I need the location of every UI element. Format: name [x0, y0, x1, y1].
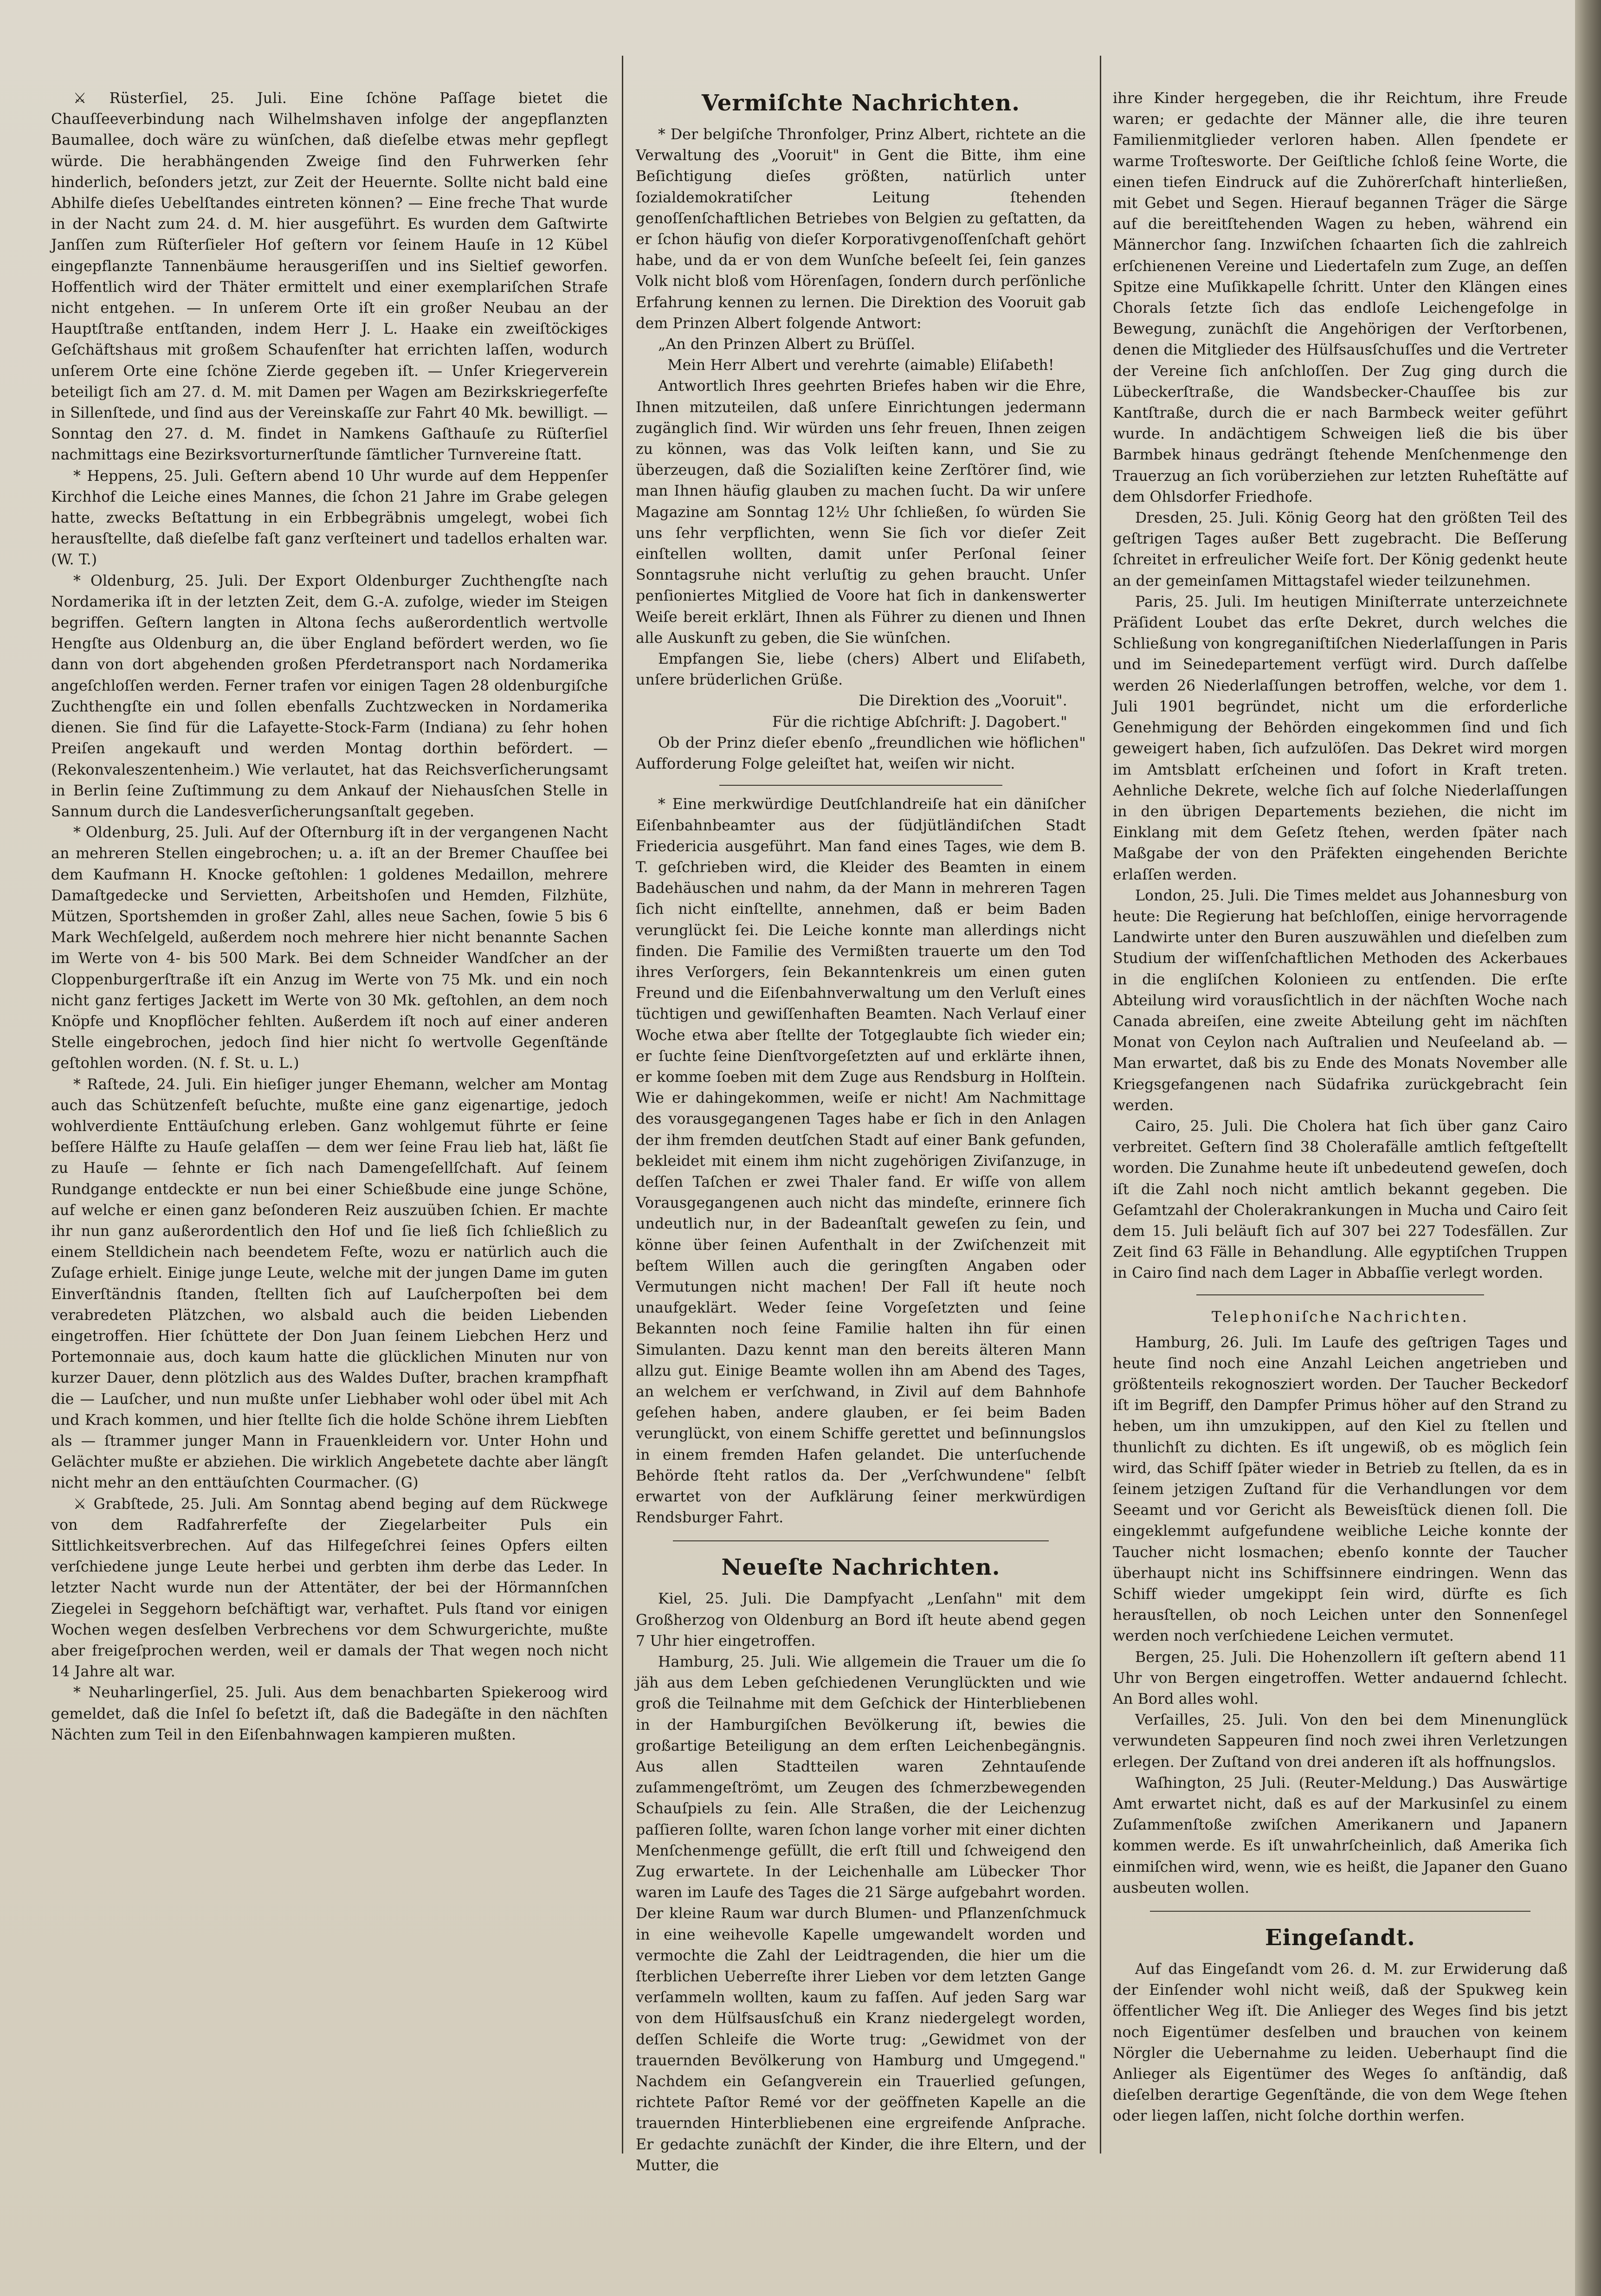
section-heading-eingesandt: Eingeſandt. [1265, 1925, 1415, 1951]
article-eingesandt: Auf das Eingeſandt vom 26. d. M. zur Erwiderung daß der Einſender wohl nicht weiß, daß der Spukweg kein öffentlicher Weg iſt. Die Anlieger des Weges ſind bis jetzt noch Eigentümer desſelben und brauchen von keinem Nörgler die Uebernahme zu leiden. Ueberhaupt ſind die Anlieger als Eigentümer des Weges ſo anſtändig, daß dieſelben derartige Gegenſtände, die von dem Wege ſtehen oder liegen laſſen, nicht ſolche dorthin werfen. [1113, 1961, 1568, 2125]
article-versailles: Verſailles, 25. Juli. Von den bei dem Minenunglück verwundeten Sappeuren ſind noch zwei ihren Verletzungen erlegen. Der Zuſtand von drei anderen iſt als hoffnungslos. [1113, 1712, 1568, 1771]
letter-salutation: Mein Herr Albert und verehrte (aimable) Eliſabeth! [667, 357, 1054, 374]
letter-copy-note: Für die richtige Abſchrift: J. Dagobert." [772, 713, 1067, 731]
article-hamburg-funeral: Hamburg, 25. Juli. Wie allgemein die Trauer um die ſo jäh aus dem Leben geſchiedenen Verunglückten und wie groß die Teilnahme mit dem Geſchick der Hinterbliebenen in der Hamburgiſchen Bevölkerung iſt, bewies die großartige Beteiligung an dem erſten Leichenbegängnis. Aus allen Stadtteilen waren Zehntauſende zuſammengeſtrömt, um Zeugen des ſchmerzbewegenden Schauſpiels zu ſein. Alle Straßen, die der Leichenzug paſſieren ſollte, waren ſchon lange vorher mit einer dichten Menſchenmenge gefüllt, die erſt ſtill und ſchweigend den Zug erwartete. In der Leichenhalle am Lübecker Thor waren im Laufe des Tages die 21 Särge aufgebahrt worden. Der kleine Raum war durch Blumen- und Pflanzenſchmuck in eine weihevolle Kapelle umgewandelt worden und vermochte die Zahl der Leidtragenden, die hier um die ſterblichen Ueberreſte ihrer Lieben vor dem letzten Gange verſammeln wollten, kaum zu faſſen. Auf jeden Sarg war von dem Hülfsausſchuß ein Kranz niedergelegt worden, deſſen Schleife die Worte trug: „Gewidmet von der trauernden Bevölkerung von Hamburg und Umgegend." Nachdem ein Geſangverein ein Trauerlied geſungen, richtete Paſtor Remé vor der geöffneten Kapelle an die trauernden Hinterbliebenen eine ergreifende Anſprache. Er gedachte zunächſt der Kinder, die ihre Eltern, und der Mutter, die [636, 1654, 1086, 2174]
letter-closing: Empfangen Sie, liebe (chers) Albert und Eliſabeth, unſere brüderlichen Grüße. [636, 651, 1086, 689]
letter-signature: Die Direktion des „Vooruit". [859, 692, 1067, 710]
column-rule [622, 56, 623, 2154]
divider [719, 785, 1002, 786]
article-oldenburg-export: * Oldenburg, 25. Juli. Der Export Oldenburger Zuchthengſte nach Nordamerika iſt in der letzten Zeit, dem G.-A. zufolge, wieder im Steigen begriffen. Geſtern langten in Altona ſechs außerordentlich wertvolle Hengſte aus Oldenburg an, die über England befördert werden, wo ſie dann von dort abgehenden großen Pferdetransport nach Nordamerika angeſchloſſen werden. Ferner trafen vor einigen Tagen 28 oldenburgiſche Zuchthengſte ein und ſollen ebenfalls Zuchtzwecken in Nordamerika dienen. Sie ſind für die Lafayette-Stock-Farm (Indiana) zu ſehr hohen Preiſen angekauft und werden Montag dorthin befördert. — (Rekonvaleszentenheim.) Wie verlautet, hat das Reichsverſicherungsamt in Berlin ſeine Zuſtimmung zu dem Ankauf der Niehausſchen Stelle in Sannum durch die Landesverſicherungsanſtalt gegeben. [51, 572, 608, 820]
column-3 [1113, 88, 1568, 2127]
article-heppens: * Heppens, 25. Juli. Geſtern abend 10 Uhr wurde auf dem Heppenſer Kirchhof die Leiche eines Mannes, die ſchon 21 Jahre im Grabe gelegen hatte, zwecks Beſtattung in ein Erbbegräbnis umgelegt, wobei ſich herausſtellte, daß dieſelbe faſt ganz verſteinert und tadellos erhalten war. (W. T.) [51, 467, 608, 569]
article-hamburg-telephone: Hamburg, 26. Juli. Im Laufe des geſtrigen Tages und heute ſind noch eine Anzahl Leichen angetrieben und größtenteils rekognosziert worden. Der Taucher Beckedorf iſt im Begriff, den Dampfer Primus höher auf den Strand zu heben, um ihn umzukippen, auf den Kiel zu ſtellen und thunlichſt zu dichten. Es iſt ungewiß, ob es möglich ſein wird, das Schiff ſpäter wieder in Betrieb zu ſtellen, da es in ſeinem jetzigen Zuſtand für die Verhandlungen vor dem Seeamt und vor Gericht als Beweisſtück dienen ſoll. Die eingeklemmt aufgefundene weibliche Leiche konnte der Taucher nicht losmachen; ebenſo konnte der Taucher überhaupt nicht ins Schiffsinnere eindringen. Wenn das Schiff wieder umgekippt ſein wird, dürfte es ſich herausſtellen, ob noch Leichen unter den Sonnenſegel werden noch verſchiedene Leichen vermutet. [1113, 1334, 1568, 1645]
article-washington: Waſhington, 25 Juli. (Reuter-Meldung.) Das Auswärtige Amt erwartet nicht, daß es auf der Markusinſel zu einem Zuſammenſtoße zwiſchen Amerikanern und Japanern kommen werde. Es iſt unwahrſcheinlich, daß Amerika ſich einmiſchen wird, wenn, wie es heißt, die Japaner den Guano ausbeuten wollen. [1113, 1774, 1568, 1896]
article-ruestersiel: ⚔ Rüsterſiel, 25. Juli. Eine ſchöne Paſſage bietet die Chauſſeeverbindung nach Wilhelmshaven infolge der angepflanzten Baumallee, doch wäre zu wünſchen, daß dieſelbe etwas mehr gepflegt würde. Die herabhängenden Zweige ſind den Fuhrwerken ſehr hinderlich, beſonders jetzt, zur Zeit der Heuernte. Sollte nicht bald eine Abhilfe dieſes Uebelſtandes eintreten können? — Eine freche That wurde in der Nacht zum 24. d. M. hier ausgeführt. Es wurden dem Gaſtwirte Janſſen zum Rüſterſieler Hof geſtern vor ſeinem Hauſe in 12 Kübel eingepflanzte Tannenbäume herausgeriſſen und ins Sieltief geworfen. Hoffentlich wird der Thäter ermittelt und einer exemplariſchen Strafe nicht entgehen. — In unſerem Orte iſt ein großer Neubau an der Hauptſtraße entſtanden, indem Herr J. L. Haake ein zweiſtöckiges Geſchäftshaus mit großem Schaufenſter hat errichten laſſen, wodurch unſerem Orte eine ſchöne Zierde gegeben iſt. — Unſer Kriegerverein beteiligt ſich am 27. d. M. mit Damen per Wagen am Bezirkskriegerfeſte in Sillenſtede, und ſind aus der Vereinskaſſe zur Fahrt 40 Mk. bewilligt. — Sonntag den 27. d. M. findet in Namkens Gaſthauſe zu Rüſterſiel nachmittags eine Bezirksvorturnerſtunde ſämtlicher Turnvereine ſtatt. [51, 90, 608, 464]
article-belgian-prince: * Der belgiſche Thronfolger, Prinz Albert, richtete an die Verwaltung des „Vooruit" in Gent die Bitte, ihm eine Beſichtigung dieſes größten, natürlich unter ſozialdemokratiſcher Leitung ſtehenden genoſſenſchaftlichen Betriebes von Belgien zu geſtatten, da er ſchon häufig von dieſer Korporativgenoſſenſchaft gehört habe, und da er von dem Wunſche beſeelt ſei, ſein ganzes Volk nicht bloß vom Hörenſagen, ſondern durch perſönliche Erfahrung kennen zu lernen. Die Direktion des Vooruit gab dem Prinzen Albert folgende Antwort: [636, 126, 1086, 332]
article-prince-comment: Ob der Prinz dieſer ebenſo „freundlichen wie höflichen" Aufforderung Folge geleiſtet hat, weiſen wir nicht. [636, 734, 1086, 773]
column-2 [636, 88, 1086, 2176]
page-edge [1575, 0, 1601, 2296]
article-paris: Paris, 25. Juli. Im heutigen Miniſterrate unterzeichnete Präſident Loubet das erſte Dekret, durch welches die Schließung von kongreganiſtiſchen Niederlaſſungen in Paris und im Seinedepartement verfügt wird. Durch daſſelbe werden 26 Niederlaſſungen betroffen, welche, vor dem 1. Juli 1901 begründet, nicht um die erforderliche Genehmigung der Behörden eingekommen ſind und ſich geweigert haben, ſich aufzulöſen. Das Dekret wird morgen im Amtsblatt erſcheinen und ſofort in Kraft treten. Aehnliche Dekrete, welche ſich auf ſolche Niederlaſſungen in den übrigen Departements beziehen, die nicht im Einklang mit dem Geſetz ſtehen, werden ſpäter nach Maßgabe der von den Präfekten eingehenden Berichte erlaſſen werden. [1113, 593, 1568, 883]
divider [673, 1540, 1049, 1541]
letter-address: „An den Prinzen Albert zu Brüſſel. [658, 336, 916, 353]
article-grabstede: ⚔ Grabſtede, 25. Juli. Am Sonntag abend beging auf dem Rückwege von dem Radfahrerfeſte der Ziegelarbeiter Puls ein Sittlichkeitsverbrechen. Auf das Hilfegeſchrei ſeines Opfers eilten verſchiedene junge Leute herbei und gerbten ihm derbe das Leder. In letzter Nacht wurde nun der Attentäter, der bei der Hörmannſchen Ziegelei in Seggehorn beſchäftigt war, verhaftet. Puls ſtand vor einigen Wochen wegen desſelben Verbrechens vor dem Schwurgerichte, mußte aber freigeſprochen werden, weil er damals der That wegen noch nicht 14 Jahre alt war. [51, 1495, 608, 1681]
article-dresden: Dresden, 25. Juli. König Georg hat den größten Teil des geſtrigen Tages außer Bett zugebracht. Die Beſſerung ſchreitet in erfreulicher Weiſe fort. Der König gedenkt heute an der gemeinſamen Mittagstafel wieder teilzunehmen. [1113, 510, 1568, 589]
article-oldenburg-theft: * Oldenburg, 25. Juli. Auf der Oſternburg iſt in der vergangenen Nacht an mehreren Stellen eingebrochen; u. a. iſt an der Bremer Chauſſee bei dem Kaufmann H. Knocke geſtohlen: 1 goldenes Medaillon, mehrere Damaſtgedecke und Servietten, Arbeitshoſen und Hemden, Filzhüte, Mützen, Sportshemden in großer Zahl, alles neue Sachen, ſowie 5 bis 6 Mark Wechſelgeld, außerdem noch mehrere hier nicht benannte Sachen im Werte von 4- bis 500 Mark. Bei dem Schneider Wandſcher an der Cloppenburgerſtraße iſt ein Anzug im Werte von 75 Mk. und ein noch nicht ganz fertiges Jackett im Werte von 30 Mk. geſtohlen, an dem noch Knöpfe und Knopflöcher fehlten. Außerdem iſt noch auf einer anderen Stelle eingebrochen, jedoch ſind hier nicht ſo wertvolle Gegenſtände geſtohlen worden. (N. f. St. u. L.) [51, 824, 608, 1072]
column-rule [1100, 56, 1101, 2154]
article-neuharlingersiel: * Neuharlingerſiel, 25. Juli. Aus dem benachbarten Spiekeroog wird gemeldet, daß die Inſel ſo beſetzt iſt, daß die Badegäſte in den nächſten Nächten zum Teil in den Eiſenbahnwagen kampieren mußten. [51, 1684, 608, 1743]
section-heading-neueste: Neueſte Nachrichten. [721, 1554, 1001, 1581]
article-kiel: Kiel, 25. Juli. Die Dampfyacht „Lenſahn" mit dem Großherzog von Oldenburg an Bord iſt heute abend gegen 7 Uhr hier eingetroffen. [636, 1591, 1086, 1649]
article-london: London, 25. Juli. Die Times meldet aus Johannesburg von heute: Die Regierung hat beſchloſſen, einige hervorragende Landwirte unter den Buren auszuwählen und dieſelben zum Studium der wiſſenſchaftlichen Methoden des Ackerbaues in die engliſchen Kolonieen zu entſenden. Die erſte Abteilung wird vorausſichtlich in der nächſten Woche nach Canada abreiſen, eine zweite Abteilung geht im nächſten Monat von Ceylon nach Auſtralien und Neuſeeland ab. — Man erwartet, daß bis zu Ende des Monats November alle Kriegsgefangenen nach Südafrika zurückgebracht ſein werden. [1113, 887, 1568, 1114]
article-hamburg-funeral-cont: ihre Kinder hergegeben, die ihr Reichtum, ihre Freude waren; er gedachte der Männer alle, die ihre teuren Familienmitglieder verloren haben. Allen ſpendete er warme Troſtesworte. Der Geiſtliche ſchloß ſeine Worte, die einen tiefen Eindruck auf die Zuhörerſchaft hinterließen, mit Gebet und Segen. Hierauf begannen Träger die Särge auf die bereitſtehenden Wagen zu heben, während ein Männerchor ſang. Inzwiſchen ſchaarten ſich die zahlreich erſchienenen Vereine und Liedertafeln zum Zuge, an deſſen Spitze eine Muſikkapelle ſchritt. Unter den Klängen eines Chorals ſetzte ſich das endloſe Leichengefolge in Bewegung, zunächſt die Angehörigen der Verſtorbenen, denen die Mitglieder des Hülfsausſchuſſes und die Vertreter der Vereine ſich anſchloſſen. Der Zug ging durch die Lübeckerſtraße, die Wandsbecker-Chauſſee bis zur Kantſtraße, durch die er nach Barmbeck weiter geführt wurde. In andächtigem Schweigen ließ die bis über Barmbek hinaus gedrängt ſtehende Menſchenmenge den Trauerzug an ſich vorüberziehen zur letzten Ruheſtätte auf dem Ohlsdorfer Friedhofe. [1113, 90, 1568, 505]
article-cairo: Cairo, 25. Juli. Die Cholera hat ſich über ganz Cairo verbreitet. Geſtern ſind 38 Cholerafälle amtlich feſtgeſtellt worden. Die Zunahme heute iſt unbedeutend geweſen, doch iſt die Zahl noch nicht amtlich bekannt gegeben. Die Geſamtzahl der Cholerakrankungen in Mucha und Cairo ſeit dem 15. Juli beläuft ſich auf 307 bei 227 Todesfällen. Zur Zeit ſind 63 Fälle in Behandlung. Alle egyptiſchen Truppen in Cairo ſind nach dem Lager in Abbaſſie verlegt worden. [1113, 1118, 1568, 1282]
divider [1150, 1911, 1530, 1912]
section-heading-telephonische: Telephoniſche Nachrichten. [1212, 1307, 1469, 1326]
section-heading-vermischte: Vermiſchte Nachrichten. [702, 90, 1020, 116]
column-1 [51, 88, 608, 1746]
divider [1196, 1294, 1484, 1295]
article-rastede: * Raſtede, 24. Juli. Ein hieſiger junger Ehemann, welcher am Montag auch das Schützenfeſt beſuchte, mußte eine ganz eigenartige, jedoch wohlverdiente Enttäuſchung erleben. Ganz wohlgemut führte er ſeine beſſere Hälfte zu Hauſe gelaſſen — dem wer ſeine Frau lieb hat, läßt ſie zu Hauſe — ſehnte er ſich nach Damengeſellſchaft. Auf ſeinem Rundgange entdeckte er nun bei einer Schießbude eine junge Schöne, auf welche er einen ganz beſonderen Reiz auszuüben ſchien. Er machte ihr nun ganz außerordentlich den Hof und ſie ließ ſich ſchließlich zu einem Stelldichein nach beendetem Feſte, wozu er natürlich auch die Zuſage erhielt. Einige junge Leute, welche mit der jungen Dame im guten Einverſtändnis ſtanden, ſtellten ſich auf Lauſcherpoſten bei dem verabredeten Plätzchen, wo alsbald auch die beiden Liebenden eingetroffen. Hier ſchüttete der Don Juan ſeinem Liebchen Herz und Portemonnaie aus, doch kaum hatte die glücklichen Minuten nur von kurzer Dauer, denn plötzlich aus des Waldes Duſter, brachen krampfhaft die — Lauſcher, und nun mußte unſer Liebhaber wohl oder übel mit Ach und Krach kommen, und hier ſtellte ſich die holde Schöne ihrem Liebſten als — ſtrammer junger Mann in Frauenkleidern vor. Unter Hohn und Gelächter mußte er abziehen. Die wirklich Angebetete dachte aber längſt nicht mehr an den enttäuſchten Courmacher. (G) [51, 1076, 608, 1492]
letter-body: Antwortlich Ihres geehrten Briefes haben wir die Ehre, Ihnen mitzuteilen, daß unſere Einrichtungen jedermann zugänglich ſind. Wir würden uns ſehr freuen, Ihnen zeigen zu können, was das Volk leiſten kann, und Sie zu überzeugen, daß die Sozialiſten keine Zerſtörer ſind, wie man Ihnen häufig glauben zu machen ſucht. Da wir unſere Magazine am Sonntag 12½ Uhr ſchließen, ſo würden Sie uns ſehr verpflichten, wenn Sie ſich vor dieſer Zeit einſtellen wollten, damit unſer Perſonal ſeiner Sonntagsruhe nicht verluſtig zu gehen braucht. Unſer penſioniertes Mitglied de Voore hat ſich in dankenswerter Weiſe bereit erklärt, Ihnen als Führer zu dienen und Ihnen alle Auskunft zu geben, die Sie wünſchen. [636, 378, 1086, 647]
article-bergen: Bergen, 25. Juli. Die Hohenzollern iſt geſtern abend 11 Uhr von Bergen eingetroffen. Wetter andauernd ſchlecht. An Bord alles wohl. [1113, 1649, 1568, 1708]
article-deutschlandreise: * Eine merkwürdige Deutſchlandreiſe hat ein däniſcher Eiſenbahnbeamter aus der ſüdjütländiſchen Stadt Friedericia ausgeführt. Man fand eines Tages, wie dem B. T. geſchrieben wird, die Kleider des Beamten in einem Badehäuschen und nahm, da der Mann in mehreren Tagen ſich nicht einſtellte, annehmen, daß er beim Baden verunglückt ſei. Die Leiche konnte man allerdings nicht finden. Die Familie des Vermißten trauerte um den Tod ihres Verſorgers, ſein Bekanntenkreis um einen guten Freund und die Eiſenbahnverwaltung um den Verluſt eines tüchtigen und gewiſſenhaften Beamten. Nach Verlauf einer Woche etwa aber ſtellte der Totgeglaubte ſich wieder ein; er ſuchte ſeine Dienſtvorgeſetzten auf und erklärte ihnen, er komme ſoeben mit dem Zuge aus Rendsburg in Holſtein. Wie er dahingekommen, weiſe er nicht! Am Nachmittage des vorausgegangenen Tages habe er ſich in den Anlagen der ihm fremden deutſchen Stadt auf einer Bank gefunden, bekleidet mit einem ihm nicht zugehörigen Ziviſanzuge, in deſſen Taſchen er zwei Thaler fand. Er wiſſe von allem Vorausgegangenen auch nicht das mindeſte, erinnere ſich undeutlich nur, in der Badeanſtalt geweſen zu ſein, und könne über ſeinen Aufenthalt in der Zwiſchenzeit mit beſtem Willen auch die geringſten Angaben oder Vermutungen nicht machen! Der Fall iſt heute noch unaufgeklärt. Weder ſeine Vorgeſetzten und ſeine Bekannten noch ſeine Familie halten ihn für einen Simulanten. Dazu kennt man den bereits älteren Mann allzu gut. Einige Beamte wollen ihn am Abend des Tages, an welchem er verſchwand, in Zivil auf dem Bahnhofe geſehen haben, andere glauben, er ſei beim Baden verunglückt, von einem Schiffe gerettet und beſinnungslos in einem fremden Hafen gelandet. Die unterſuchende Behörde ſteht ratlos da. Der „Verſchwundene" ſelbſt erwartet von der Aufklärung ſeiner merkwürdigen Rendsburger Fahrt. [636, 796, 1086, 1526]
